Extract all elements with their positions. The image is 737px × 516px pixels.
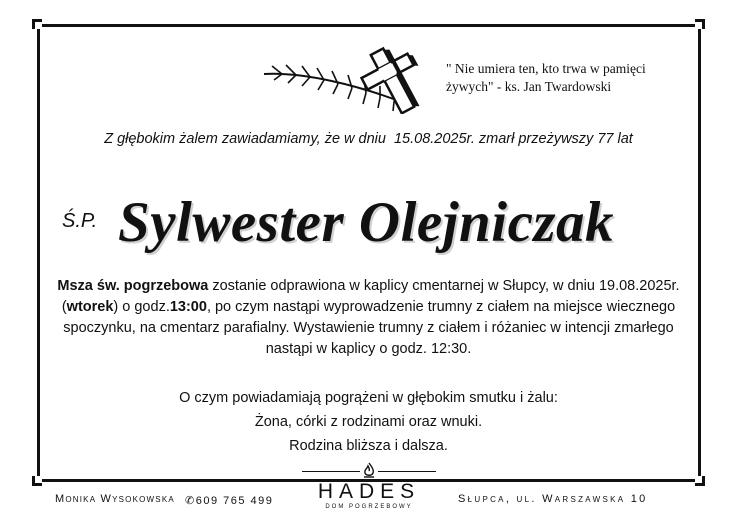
quote-line: " Nie umiera ten, kto trwa w pamięci (446, 61, 646, 76)
contact-name: Monika Wysokowska (55, 493, 175, 505)
contact-phone (185, 494, 273, 507)
mourners-family: Żona, córki z rodzinami oraz wnuki. (254, 414, 483, 430)
frame-corner (695, 476, 705, 486)
logo-divider (302, 471, 360, 472)
phone-number: 609 765 499 (195, 495, 274, 507)
mourners-relatives: Rodzina bliższa i dalsza. (289, 438, 448, 454)
memorial-quote (446, 60, 696, 96)
closing-line: O czym powiadamiają pogrążeni w głębokim smutku i żalu: (179, 390, 558, 406)
mass-text: ) o godz. (113, 299, 170, 315)
frame-corner (32, 476, 42, 486)
mass-time: 13:00 (169, 299, 207, 315)
closing-block (0, 386, 737, 458)
frame-corner (695, 19, 705, 29)
announcement-intro (0, 131, 737, 147)
mass-text: zostanie odprawiona w kaplicy cmentarnej w Słupcy, w dniu 19.08.2025r. ( (61, 278, 680, 315)
quote-line: żywych" - ks. Jan Twardowski (446, 79, 612, 94)
logo-divider (378, 471, 436, 472)
mass-text: , po czym nastąpi wyprowadzenie trumny z ciałem na miejsce wiecznego spoczynku, na cmentarz parafialny. Wystawienie trumny z ciałem i różaniec w intencji zmarłego nastąpi w kaplicy o godz. 12:30. (63, 299, 676, 357)
hades-logo (302, 462, 436, 512)
deceased-name: Sylwester Olejniczak (118, 191, 615, 254)
phone-icon: ✆ (185, 495, 196, 507)
cross-with-palm-leaves-icon (262, 44, 440, 114)
name-prefix: Ś.P. (62, 210, 98, 232)
mass-weekday: wtorek (66, 299, 114, 315)
logo-wordmark: HADES (317, 480, 421, 503)
mass-label: Msza św. pogrzebowa (57, 278, 209, 294)
flame-icon (362, 462, 376, 480)
frame-corner (32, 19, 42, 29)
death-date: 15.08.2025r. (393, 131, 475, 147)
logo-subtitle: DOM POGRZEBOWY (325, 504, 413, 510)
intro-age: zmarł przeżywszy 77 lat (478, 131, 633, 147)
intro-text: Z głębokim żalem zawiadamiamy, że w dniu (104, 131, 386, 147)
funeral-home-address: Słupca, ul. Warszawska 10 (458, 493, 648, 505)
funeral-details (40, 276, 697, 360)
